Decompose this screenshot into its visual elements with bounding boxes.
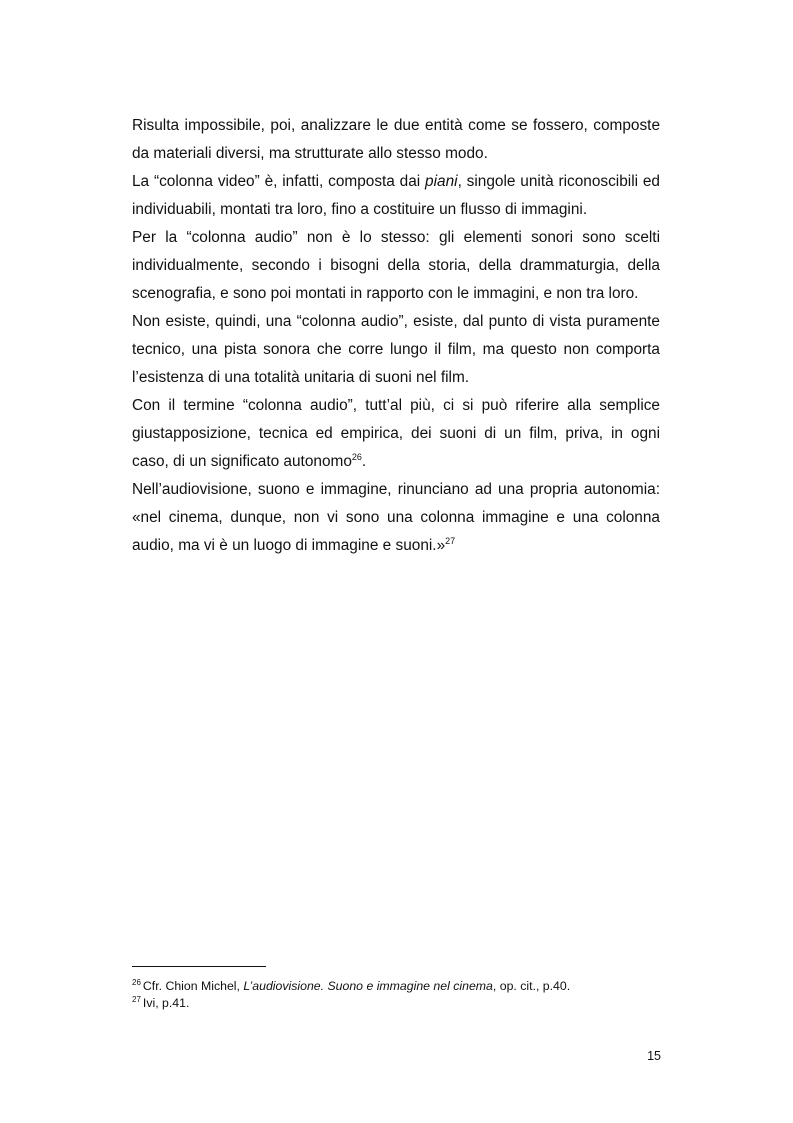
paragraph-3 bbox=[132, 224, 660, 308]
paragraph-text: Risulta impossibile, poi, analizzare le due entità come se fossero, composte da materiali diversi, ma strutturate allo stesso modo. bbox=[132, 117, 660, 162]
footnote-reference-27[interactable]: 27 bbox=[445, 535, 456, 546]
paragraph-text: Non esiste, quindi, una “colonna audio”, esiste, dal punto di vista puramente tecnico, una pista sonora che corre lungo il film, ma questo non comporta l’esistenza di una totalità unitaria di suoni nel film. bbox=[132, 313, 660, 386]
footnote-number: 27 bbox=[132, 994, 141, 1004]
paragraph-5 bbox=[132, 392, 660, 476]
paragraph-text: , singole unità riconoscibili ed individuabili, montati tra loro, fino a costituire un flusso di immagini. bbox=[132, 173, 660, 218]
paragraph-2 bbox=[132, 168, 660, 224]
footnote-text: Ivi, p.41. bbox=[142, 996, 190, 1010]
page-number: 15 bbox=[647, 1049, 661, 1063]
footnote-title: L’audiovisione. Suono e immagine nel cinema bbox=[243, 979, 493, 993]
footnote-separator bbox=[132, 966, 266, 967]
paragraph-1 bbox=[132, 112, 660, 168]
paragraph-text: . bbox=[361, 453, 367, 470]
footnotes bbox=[132, 978, 672, 1012]
italic-term: piani bbox=[425, 173, 458, 190]
paragraph-6 bbox=[132, 476, 660, 560]
paragraph-text: Per la “colonna audio” non è lo stesso: gli elementi sonori sono scelti individualmente, secondo i bisogni della storia, della drammaturgia, della scenografia, e sono poi montati in rapporto con le immagini, e non tra loro. bbox=[132, 229, 660, 302]
footnote-number: 26 bbox=[132, 977, 141, 987]
footnote-26 bbox=[132, 978, 672, 995]
body-text bbox=[132, 112, 660, 560]
footnote-reference-26[interactable]: 26 bbox=[351, 451, 362, 462]
footnote-text: Cfr. Chion Michel, bbox=[142, 979, 244, 993]
paragraph-text: La “colonna video” è, infatti, composta dai bbox=[132, 173, 426, 190]
paragraph-text: Nell’audiovisione, suono e immagine, rinunciano ad una propria autonomia: «nel cinema, dunque, non vi sono una colonna immagine e una colonna audio, ma vi è un luogo di immagine e suoni.» bbox=[132, 481, 660, 554]
paragraph-text: Con il termine “colonna audio”, tutt’al più, ci si può riferire alla semplice giustapposizione, tecnica ed empirica, dei suoni di un film, priva, in ogni caso, di un significato autonomo bbox=[132, 397, 660, 470]
footnote-text: , op. cit., p.40. bbox=[492, 979, 571, 993]
paragraph-4 bbox=[132, 308, 660, 392]
footnote-27 bbox=[132, 995, 672, 1012]
